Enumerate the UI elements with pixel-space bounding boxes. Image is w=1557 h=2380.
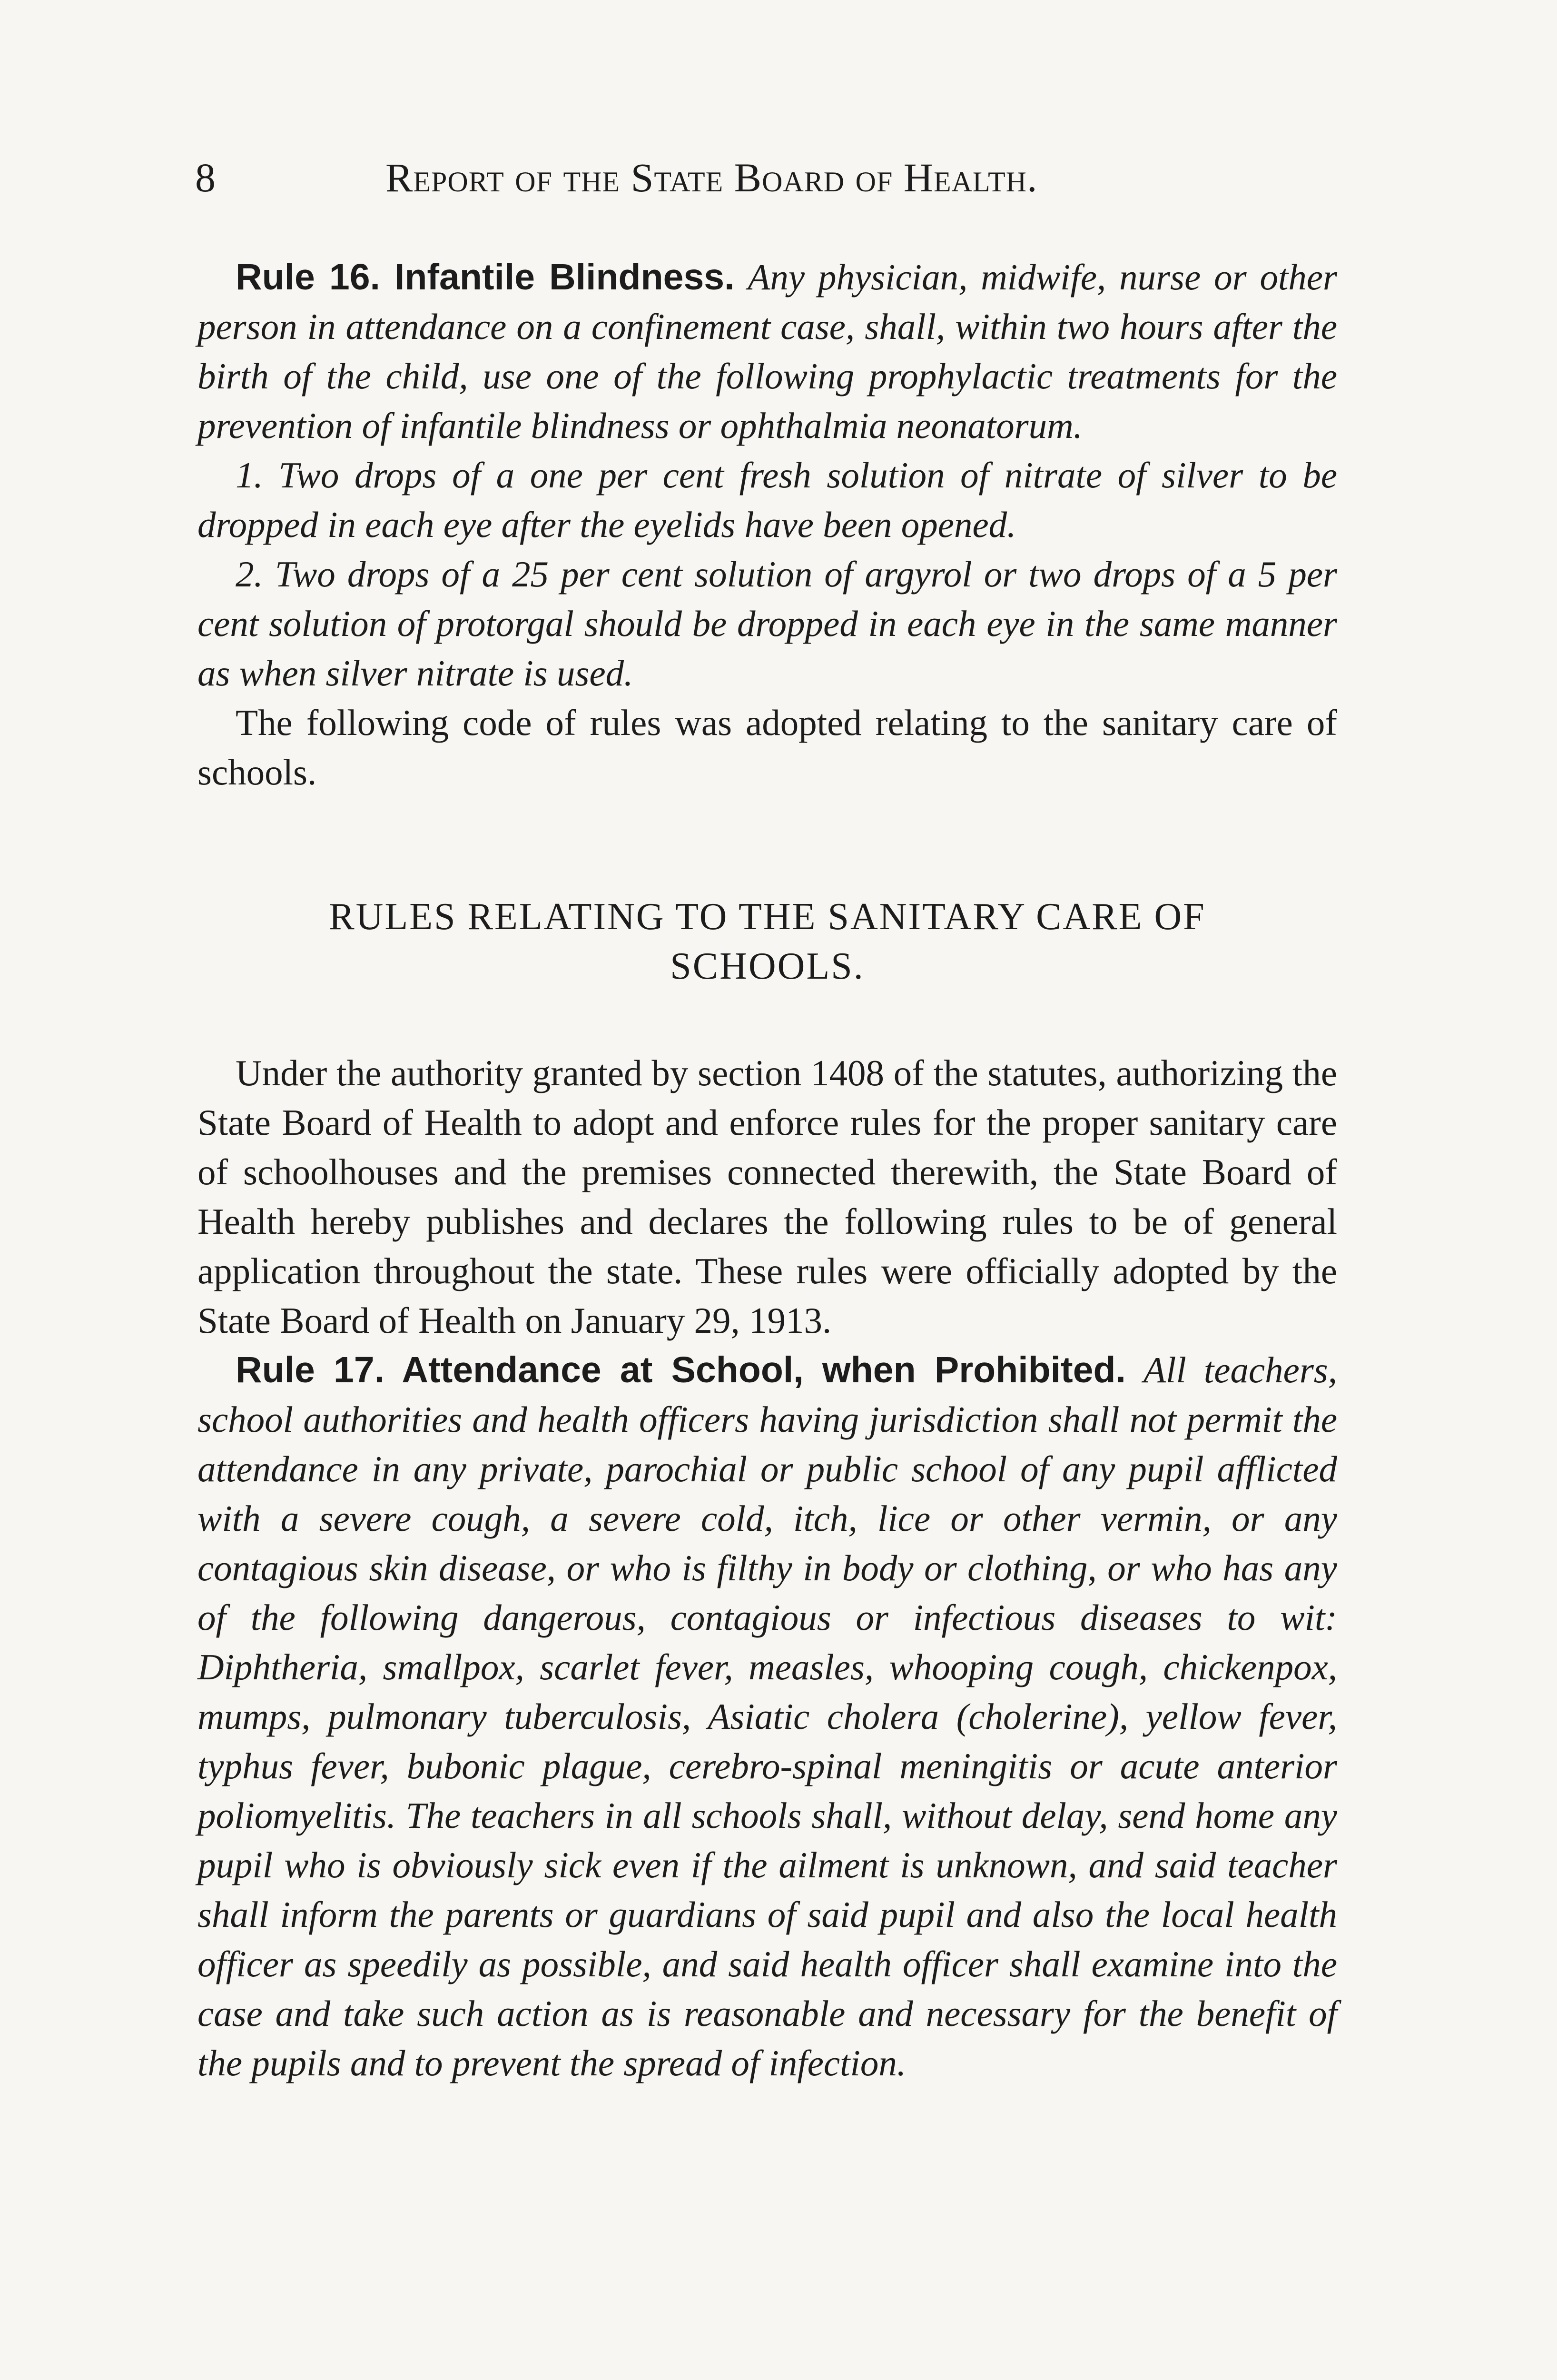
intro-paragraph: Under the authority granted by section 1408 of the statutes, authorizing the State Board of Health to adopt and enforce rules for the proper sanitary care of schoolhouses and the premises connected therewith, the State Board of Health hereby publishes and declares the following rules to be of general application throughout the state. These rules were officially adopted by the State Board of Health on January 29, 1913. xyxy=(197,1052,1337,1341)
rule-17-text: All teachers, school authorities and health officers having jurisdiction shall not permit the attendance in any private, parochial or public school of any pupil afflicted with a severe cough, a severe cold, itch, lice or other vermin, or any contagious skin disease, or who is filthy in body or clothing, or who has any of the following dangerous, contagious or infectious diseases to wit: Diphtheria, smallpox, scarlet fever, measles, whooping cough, chickenpox, mumps, pulmonary tuberculosis, Asiatic cholera (cholerine), yellow fever, typhus fever, bubonic plague, cerebro-spinal meningitis or acute anterior poliomyelitis. The teachers in all schools shall, without delay, send home any pupil who is obviously sick even if the ailment is unknown, and said teacher shall inform the parents or guardians of said pupil and also the local health officer as speedily as possible, and said health officer shall examine into the case and take such action as is reasonable and necessary for the benefit of the pupils and to prevent the spread of infection. xyxy=(197,1349,1337,2083)
section-title-line-1: RULES RELATING TO THE SANITARY CARE OF xyxy=(329,896,1206,938)
section-title xyxy=(197,892,1337,991)
rule-16-paragraph xyxy=(197,252,1337,450)
page-number: 8 xyxy=(195,155,216,200)
rule-17-paragraph xyxy=(197,1345,1337,2088)
rule-16-heading: Rule 16. Infantile Blindness. xyxy=(236,257,735,298)
running-title: Report of the State Board of Health. xyxy=(385,155,1038,200)
section-title-line-2: SCHOOLS. xyxy=(670,945,865,987)
rule-16-item-2: 2. Two drops of a 25 per cent solution of argyrol or two drops of a 5 per cent solution of protorgal should be dropped in each eye in the same manner as when silver nitrate is used. xyxy=(197,554,1337,694)
rule-16-text: Any physician, midwife, nurse or other person in attendance on a confinement case, shall, within two hours after the birth of the child, use one of the following prophylactic treatments for the prevention of infantile blindness or ophthalmia neonatorum. xyxy=(197,257,1337,446)
adoption-note: The following code of rules was adopted relating to the sanitary care of schools. xyxy=(197,702,1337,793)
rule-17-heading: Rule 17. Attendance at School, when Prohibited. xyxy=(236,1349,1126,1390)
page-body xyxy=(197,252,1337,2088)
rule-16-item-1: 1. Two drops of a one per cent fresh solution of nitrate of silver to be dropped in each eye after the eyelids have been opened. xyxy=(197,455,1337,545)
